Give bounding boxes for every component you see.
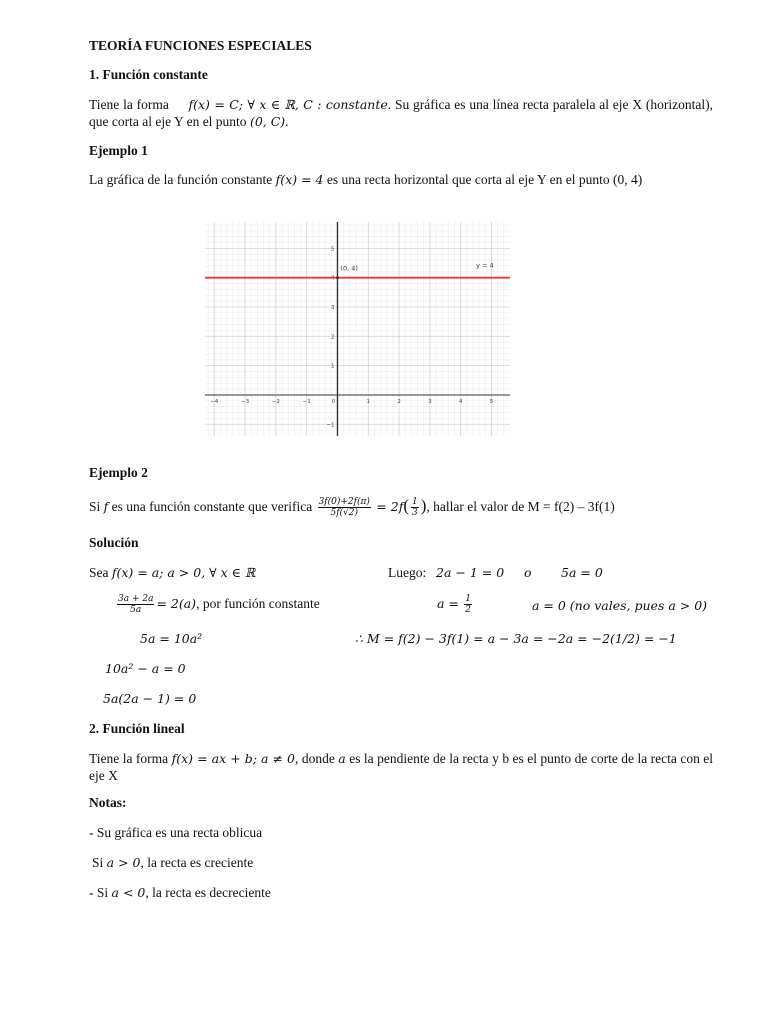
x-tick-label: 2 bbox=[397, 398, 401, 405]
solution-line-5a: 5a = 10a² bbox=[140, 631, 203, 646]
note-item-2-math: a > 0 bbox=[106, 855, 141, 870]
solution-m-result: ∴ M = f(2) − 3f(1) = a − 3a = −2a = −2(1/2) = −1 bbox=[355, 631, 677, 646]
luego-label: Luego: bbox=[388, 565, 427, 580]
constant-function-chart bbox=[205, 222, 510, 436]
y-tick-label: 3 bbox=[330, 305, 335, 312]
solution-fraction-denominator: 5a bbox=[130, 605, 142, 616]
luego-or: o bbox=[524, 565, 532, 580]
x-tick-label: 3 bbox=[428, 398, 432, 405]
notes-heading: Notas: bbox=[89, 795, 127, 810]
document-title: TEORÍA FUNCIONES ESPECIALES bbox=[89, 38, 312, 53]
example2-statement: Si f es una función constante que verifica $\frac{3f(0)+2f(\pi)}{5f(√2)}$ = 2f( $\frac{1}{3}$ ), hallar el valor de M = f(2) – 3f(1) bbox=[89, 496, 615, 519]
example1-heading: Ejemplo 1 bbox=[89, 143, 148, 158]
solution-constant-note: , por función constante bbox=[196, 596, 320, 611]
section-heading-linear-function: 2. Función lineal bbox=[89, 721, 185, 736]
point-0-4 bbox=[336, 276, 339, 279]
x-tick-label: −2 bbox=[271, 398, 280, 405]
section-heading-constant-function: 1. Función constante bbox=[89, 67, 208, 82]
example1-text-end: es una recta horizontal que corta al eje Y en el punto (0, 4) bbox=[326, 172, 643, 187]
y-tick-label: 5 bbox=[330, 246, 335, 253]
definition-formula: f(x) = C; ∀ x ∈ ℝ, C : constante bbox=[188, 97, 388, 112]
solution-fraction-numerator: 3a + 2a bbox=[118, 594, 154, 605]
example2-f-var: f bbox=[103, 499, 109, 514]
sea-label: Sea bbox=[89, 565, 109, 580]
linear-function-definition bbox=[89, 750, 713, 784]
example1-formula: f(x) = 4 bbox=[275, 172, 324, 187]
note-item-3-start: - Si bbox=[89, 885, 109, 900]
note-item-3-end: , la recta es decreciente bbox=[145, 885, 271, 900]
y-tick-label: 4 bbox=[330, 275, 335, 282]
note-item-2-start: Si bbox=[92, 855, 104, 870]
x-tick-label: −3 bbox=[240, 398, 250, 405]
note-item-3 bbox=[89, 885, 271, 901]
solution-line-fraction bbox=[115, 591, 320, 617]
y-tick-label: −1 bbox=[326, 422, 335, 429]
example2-inner-fraction bbox=[411, 497, 419, 518]
linear-text-mid: , donde bbox=[294, 751, 335, 766]
example1-text bbox=[89, 172, 642, 188]
x-tick-label: 5 bbox=[489, 398, 494, 405]
note-item-2 bbox=[92, 855, 253, 871]
solution-heading: Solución bbox=[89, 535, 139, 550]
a-half-fraction bbox=[464, 594, 472, 615]
example2-text-start: Si bbox=[89, 499, 101, 514]
intercept-point: (0, C) bbox=[249, 114, 286, 129]
x-tick-label: −4 bbox=[210, 398, 219, 405]
luego-equation-1: 2a − 1 = 0 bbox=[436, 565, 505, 580]
linear-text-end: es la pendiente de la recta y b es el punto de corte de la recta con el eje X bbox=[89, 751, 714, 783]
example2-heading: Ejemplo 2 bbox=[89, 465, 148, 480]
note-item-2-end: , la recta es creciente bbox=[140, 855, 254, 870]
y-tick-label: 1 bbox=[330, 363, 335, 370]
definition-text-start: Tiene la forma bbox=[89, 97, 169, 112]
x-tick-label: 1 bbox=[366, 398, 371, 405]
example2-inner-numerator: 1 bbox=[412, 497, 418, 508]
solution-a-zero: a = 0 (no vales, pues a > 0) bbox=[532, 598, 708, 613]
solution-line-sea bbox=[89, 565, 255, 581]
example2-fraction-numerator: 3f(0)+2f(π) bbox=[318, 497, 370, 508]
definition-text-end: . bbox=[285, 114, 289, 129]
solution-line-10a2: 10a² − a = 0 bbox=[105, 661, 186, 676]
y-tick-label: 2 bbox=[330, 334, 335, 341]
solution-equals-2a: = 2(a) bbox=[156, 596, 197, 611]
solution-a-half bbox=[437, 591, 474, 617]
note-item-1: - Su gráfica es una recta oblicua bbox=[89, 825, 263, 840]
a-half-denominator: 2 bbox=[465, 605, 472, 616]
line-label: y = 4 bbox=[476, 261, 494, 270]
example2-text-end: , hallar el valor de M = f(2) – 3f(1) bbox=[426, 499, 615, 514]
solution-line-factored: 5a(2a − 1) = 0 bbox=[103, 691, 197, 706]
x-tick-label: 0 bbox=[331, 398, 336, 405]
example2-fraction-denominator: 5f(√2) bbox=[330, 508, 359, 519]
sea-formula: f(x) = a; a > 0, ∀ x ∈ ℝ bbox=[111, 565, 256, 580]
note-item-3-math: a < 0 bbox=[111, 885, 146, 900]
linear-slope-var: a bbox=[338, 751, 346, 766]
example1-text-start: La gráfica de la función constante bbox=[89, 172, 273, 187]
solution-fraction bbox=[117, 594, 154, 615]
example2-text-mid: es una función constante que verifica bbox=[111, 499, 313, 514]
a-half-numerator: 1 bbox=[465, 594, 472, 605]
definition-text-mid: . Su gráfica es una línea recta paralela al eje X (horizontal), que corta al eje Y en el punto bbox=[89, 97, 714, 129]
x-tick-label: 4 bbox=[458, 398, 463, 405]
constant-function-definition bbox=[89, 96, 713, 130]
luego-equation-2: 5a = 0 bbox=[561, 565, 603, 580]
a-equals: a = bbox=[437, 596, 459, 611]
example2-inner-denominator: 3 bbox=[412, 508, 418, 519]
linear-formula: f(x) = ax + b; a ≠ 0 bbox=[171, 751, 295, 766]
example2-equals: = 2f bbox=[376, 499, 404, 514]
x-tick-label: −1 bbox=[302, 398, 311, 405]
linear-text-start: Tiene la forma bbox=[89, 751, 169, 766]
example2-fraction bbox=[318, 497, 371, 518]
point-label: (0, 4) bbox=[340, 264, 358, 273]
